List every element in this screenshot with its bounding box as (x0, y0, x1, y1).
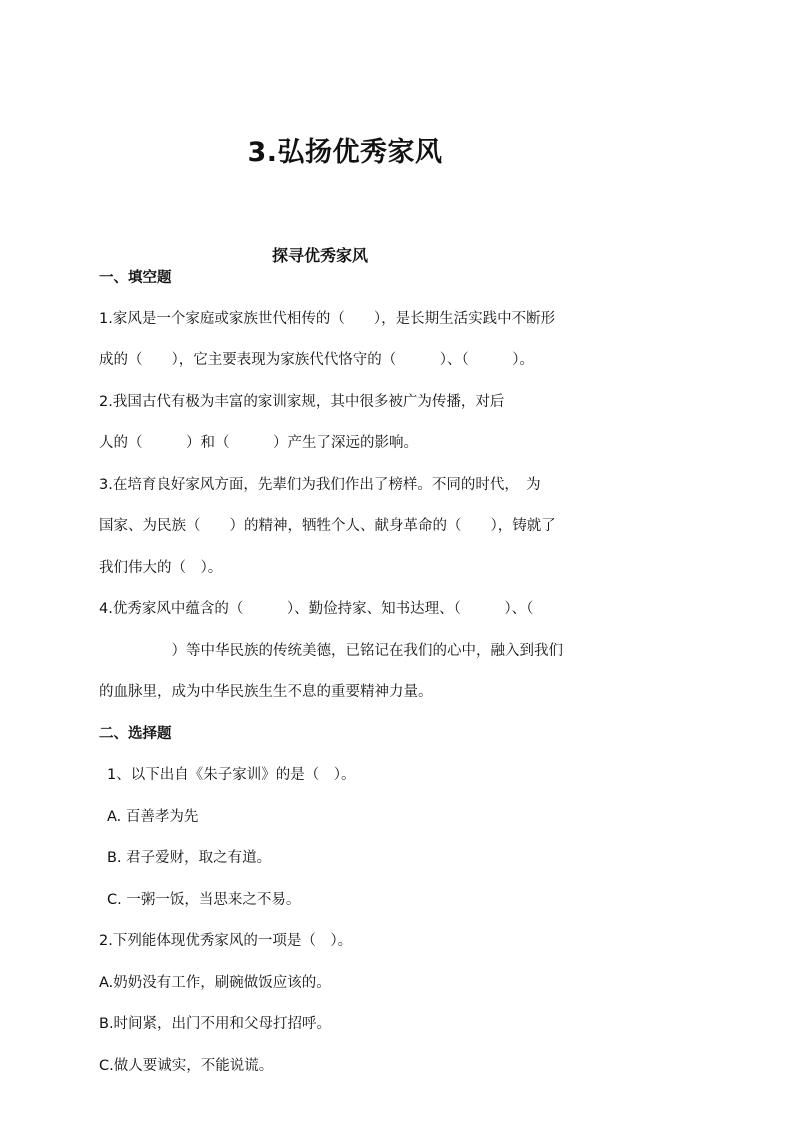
question-line: 2.我国古代有极为丰富的家训家规，其中很多被广为传播，对后 (99, 394, 505, 410)
question-line: 的血脉里，成为中华民族生生不息的重要精神力量。 (99, 684, 433, 700)
option-a: A.奶奶没有工作，刷碗做饭应该的。 (99, 975, 331, 991)
section-heading-fill-blank: 一、填空题 (99, 270, 172, 286)
question-stem: 1、以下出自《朱子家训》的是（ ）。 (107, 767, 356, 783)
section-subtitle: 探寻优秀家风 (271, 246, 368, 265)
option-c: C.做人要诚实，不能说谎。 (99, 1058, 274, 1074)
question-line: 4.优秀家风中蕴含的（ ）、勤俭持家、知书达理、（ ）、（ (99, 601, 534, 617)
option-b: B.时间紧，出门不用和父母打招呼。 (99, 1016, 332, 1032)
section-heading-multiple-choice: 二、选择题 (99, 726, 172, 742)
question-line: 国家、为民族（ ）的精神，牺牲个人、献身革命的（ ），铸就了 (99, 518, 556, 534)
question-line: 1.家风是一个家庭或家族世代相传的（ ），是长期生活实践中不断形 (99, 311, 556, 327)
option-b: B. 君子爱财，取之有道。 (107, 850, 272, 866)
option-a: A. 百善孝为先 (107, 809, 199, 825)
option-c: C. 一粥一饭，当思来之不易。 (107, 892, 301, 908)
question-line: 3.在培育良好家风方面，先辈们为我们作出了榜样。不同的时代， 为 (99, 477, 541, 493)
page-title: 3.弘扬优秀家风 (247, 137, 443, 168)
question-line: ）等中华民族的传统美德，已铭记在我们的心中，融入到我们 (99, 643, 563, 659)
question-line: 人的（ ）和（ ）产生了深远的影响。 (99, 435, 418, 451)
question-stem: 2.下列能体现优秀家风的一项是（ ）。 (99, 933, 353, 949)
question-line: 我们伟大的（ ）。 (99, 560, 223, 576)
question-line: 成的（ ），它主要表现为家族代代恪守的（ ）、（ ）。 (99, 352, 534, 368)
